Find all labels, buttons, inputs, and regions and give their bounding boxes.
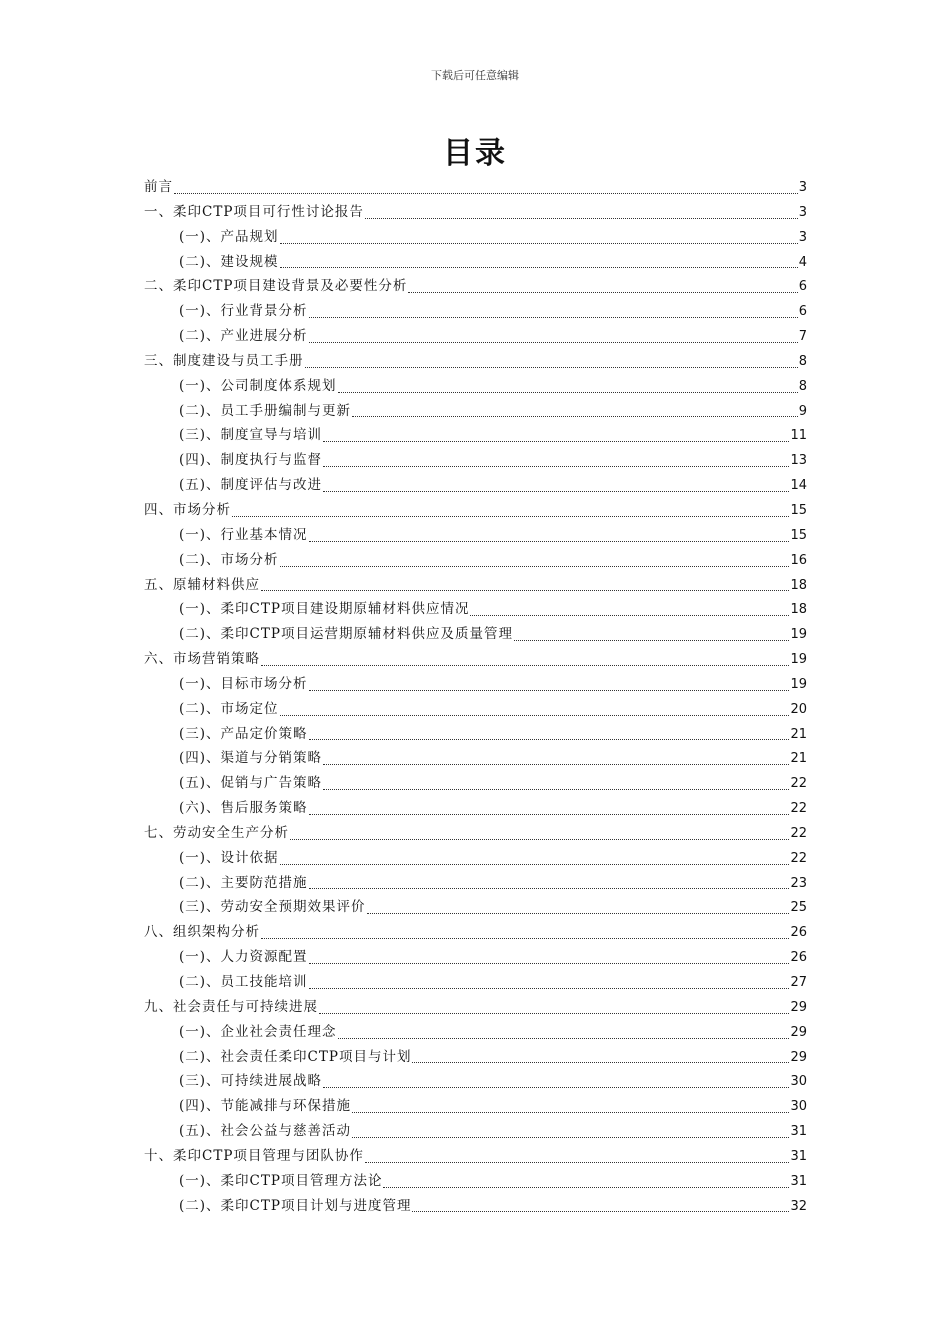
toc-leader-dots xyxy=(309,719,790,740)
toc-page-number: 15 xyxy=(790,527,807,543)
toc-leader-dots xyxy=(338,1018,790,1039)
toc-leader-dots xyxy=(323,744,789,765)
toc-page-number: 6 xyxy=(798,304,807,320)
toc-entry-text: (一)、产品规划 xyxy=(179,228,279,245)
toc-entry[interactable] xyxy=(144,1020,807,1045)
toc-entry[interactable] xyxy=(144,399,807,424)
toc-entry[interactable] xyxy=(144,1169,807,1194)
toc-page-number: 15 xyxy=(790,502,807,518)
toc-entry[interactable] xyxy=(144,374,807,399)
toc-leader-dots xyxy=(323,769,789,790)
toc-entry-text: (二)、市场分析 xyxy=(179,551,279,568)
toc-leader-dots xyxy=(309,297,798,318)
toc-entry-text: (一)、行业背景分析 xyxy=(179,303,308,320)
toc-entry[interactable] xyxy=(144,647,807,672)
toc-entry-text: 七、劳动安全生产分析 xyxy=(144,824,289,841)
toc-leader-dots xyxy=(309,322,798,343)
toc-leader-dots xyxy=(408,272,797,293)
toc-page-number: 29 xyxy=(790,1049,807,1065)
toc-leader-dots xyxy=(383,1167,789,1188)
toc-leader-dots xyxy=(323,1067,789,1088)
toc-entry[interactable] xyxy=(144,995,807,1020)
toc-page-number: 16 xyxy=(790,552,807,568)
toc-page-number: 19 xyxy=(790,627,807,643)
toc-entry[interactable] xyxy=(144,523,807,548)
toc-entry[interactable] xyxy=(144,1144,807,1169)
toc-leader-dots xyxy=(365,198,798,219)
toc-leader-dots xyxy=(309,670,790,691)
toc-leader-dots xyxy=(352,396,798,417)
toc-entry-text: (二)、柔印CTP项目计划与进度管理 xyxy=(179,1197,412,1214)
toc-leader-dots xyxy=(309,521,790,542)
toc-page-number: 9 xyxy=(798,403,807,419)
toc-entry[interactable] xyxy=(144,274,807,299)
toc-page-number: 8 xyxy=(798,378,807,394)
toc-entry-text: (二)、柔印CTP项目运营期原辅材料供应及质量管理 xyxy=(179,626,513,643)
toc-page-number: 30 xyxy=(790,1099,807,1115)
toc-page-number: 8 xyxy=(798,353,807,369)
toc-leader-dots xyxy=(365,1142,790,1163)
toc-entry[interactable] xyxy=(144,1069,807,1094)
toc-page-number: 6 xyxy=(798,279,807,295)
toc-leader-dots xyxy=(280,844,790,865)
toc-entry-text: (四)、节能减排与环保措施 xyxy=(179,1098,352,1115)
toc-entry[interactable] xyxy=(144,821,807,846)
toc-entry[interactable] xyxy=(144,597,807,622)
toc-leader-dots xyxy=(338,372,798,393)
toc-entry[interactable] xyxy=(144,622,807,647)
toc-entry-text: 九、社会责任与可持续进展 xyxy=(144,998,318,1015)
toc-leader-dots xyxy=(309,943,790,964)
toc-entry-text: (一)、设计依据 xyxy=(179,849,279,866)
toc-leader-dots xyxy=(309,868,790,889)
page-header: 下载后可任意编辑 xyxy=(431,69,519,82)
toc-entry[interactable] xyxy=(144,1194,807,1219)
toc-entry-text: (二)、员工手册编制与更新 xyxy=(179,402,352,419)
toc-entry-text: 十、柔印CTP项目管理与团队协作 xyxy=(144,1147,364,1164)
toc-page-number: 30 xyxy=(790,1074,807,1090)
toc-entry[interactable] xyxy=(144,895,807,920)
toc-entry-text: (二)、主要防范措施 xyxy=(179,874,308,891)
toc-entry-text: 二、柔印CTP项目建设背景及必要性分析 xyxy=(144,278,408,295)
toc-page-number: 21 xyxy=(790,726,807,742)
toc-page-number: 11 xyxy=(790,428,807,444)
toc-page-number: 32 xyxy=(790,1198,807,1214)
toc-leader-dots xyxy=(280,247,798,268)
toc-entry-text: 三、制度建设与员工手册 xyxy=(144,352,304,369)
toc-leader-dots xyxy=(470,595,789,616)
toc-leader-dots xyxy=(352,1117,789,1138)
toc-leader-dots xyxy=(280,546,790,567)
toc-leader-dots xyxy=(261,570,789,591)
toc-entry[interactable] xyxy=(144,175,807,200)
toc-entry[interactable] xyxy=(144,697,807,722)
toc-page-number: 18 xyxy=(790,577,807,593)
toc-leader-dots xyxy=(323,446,789,467)
toc-page-number: 3 xyxy=(798,204,807,220)
toc-entry[interactable] xyxy=(144,1119,807,1144)
toc-leader-dots xyxy=(232,496,789,517)
toc-page-number: 22 xyxy=(790,850,807,866)
toc-entry-text: (二)、市场定位 xyxy=(179,700,279,717)
toc-entry-text: (四)、渠道与分销策略 xyxy=(179,750,323,767)
toc-entry[interactable] xyxy=(144,498,807,523)
toc-entry[interactable] xyxy=(144,846,807,871)
toc-page-number: 31 xyxy=(790,1124,807,1140)
toc-leader-dots xyxy=(290,819,789,840)
toc-entry[interactable] xyxy=(144,299,807,324)
toc-entry-text: (五)、社会公益与慈善活动 xyxy=(179,1123,352,1140)
table-of-contents xyxy=(144,175,807,1218)
toc-entry-text: (五)、促销与广告策略 xyxy=(179,775,323,792)
toc-page-number: 25 xyxy=(790,900,807,916)
toc-leader-dots xyxy=(323,421,789,442)
toc-leader-dots xyxy=(309,968,790,989)
toc-entry-text: 一、柔印CTP项目可行性讨论报告 xyxy=(144,203,364,220)
toc-leader-dots xyxy=(261,645,789,666)
toc-leader-dots xyxy=(412,1042,789,1063)
toc-leader-dots xyxy=(514,620,790,641)
toc-page-number: 18 xyxy=(790,602,807,618)
toc-entry-text: (三)、劳动安全预期效果评价 xyxy=(179,899,366,916)
toc-leader-dots xyxy=(174,173,798,194)
toc-page-number: 27 xyxy=(790,975,807,990)
toc-entry-text: (六)、售后服务策略 xyxy=(179,800,308,817)
toc-entry[interactable] xyxy=(144,771,807,796)
toc-page-number: 14 xyxy=(790,478,807,494)
toc-page-number: 4 xyxy=(798,254,807,270)
toc-entry[interactable] xyxy=(144,324,807,349)
toc-entry[interactable] xyxy=(144,349,807,374)
toc-leader-dots xyxy=(305,347,798,368)
toc-entry-text: 六、市场营销策略 xyxy=(144,651,260,668)
toc-entry[interactable] xyxy=(144,448,807,473)
toc-entry-text: (二)、建设规模 xyxy=(179,253,279,270)
toc-page-number: 13 xyxy=(790,453,807,469)
toc-entry[interactable] xyxy=(144,1045,807,1070)
toc-page-number: 3 xyxy=(798,180,807,195)
toc-entry-text: (五)、制度评估与改进 xyxy=(179,477,323,494)
toc-leader-dots xyxy=(280,223,798,244)
toc-leader-dots xyxy=(261,918,789,939)
toc-page-number: 26 xyxy=(790,950,807,966)
toc-entry-text: (一)、目标市场分析 xyxy=(179,675,308,692)
toc-entry-text: (二)、社会责任柔印CTP项目与计划 xyxy=(179,1048,412,1065)
toc-leader-dots xyxy=(309,794,790,815)
toc-page-number: 7 xyxy=(798,329,807,345)
toc-entry-text: (三)、制度宣导与培训 xyxy=(179,427,323,444)
toc-entry-text: (一)、企业社会责任理念 xyxy=(179,1023,337,1040)
toc-entry-text: (三)、可持续进展战略 xyxy=(179,1073,323,1090)
toc-entry[interactable] xyxy=(144,423,807,448)
toc-entry-text: (一)、公司制度体系规划 xyxy=(179,377,337,394)
toc-page-number: 29 xyxy=(790,1024,807,1040)
toc-page-number: 21 xyxy=(790,751,807,767)
toc-entry[interactable] xyxy=(144,945,807,970)
toc-leader-dots xyxy=(412,1191,789,1212)
toc-entry-text: (二)、产业进展分析 xyxy=(179,328,308,345)
toc-page-number: 26 xyxy=(790,925,807,941)
toc-page-number: 22 xyxy=(790,776,807,792)
toc-entry-text: (二)、员工技能培训 xyxy=(179,974,308,990)
toc-entry-text: (一)、行业基本情况 xyxy=(179,526,308,543)
toc-entry-text: (一)、柔印CTP项目建设期原辅材料供应情况 xyxy=(179,601,470,618)
toc-entry-text: (三)、产品定价策略 xyxy=(179,725,308,742)
toc-leader-dots xyxy=(367,893,790,914)
toc-page-number: 19 xyxy=(790,652,807,668)
toc-entry-text: 八、组织架构分析 xyxy=(144,924,260,941)
toc-page-number: 29 xyxy=(790,999,807,1015)
toc-entry[interactable] xyxy=(144,200,807,225)
toc-page-number: 19 xyxy=(790,676,807,692)
toc-page-number: 20 xyxy=(790,701,807,717)
toc-leader-dots xyxy=(352,1092,789,1113)
toc-entry-text: (四)、制度执行与监督 xyxy=(179,452,323,469)
toc-leader-dots xyxy=(280,695,790,716)
toc-page-number: 31 xyxy=(790,1148,807,1164)
toc-entry[interactable] xyxy=(144,796,807,821)
toc-page-number: 22 xyxy=(790,825,807,841)
toc-entry[interactable] xyxy=(144,548,807,573)
toc-leader-dots xyxy=(319,993,789,1014)
toc-entry[interactable] xyxy=(144,920,807,945)
toc-entry-text: (一)、人力资源配置 xyxy=(179,949,308,966)
toc-entry-text: 五、原辅材料供应 xyxy=(144,576,260,593)
toc-entry-text: 四、市场分析 xyxy=(144,501,231,518)
toc-entry[interactable] xyxy=(144,871,807,896)
toc-page-number: 22 xyxy=(790,801,807,817)
toc-page-number: 3 xyxy=(798,229,807,245)
toc-entry[interactable] xyxy=(144,1094,807,1119)
page-title: 目录 xyxy=(443,136,507,171)
toc-page-number: 23 xyxy=(790,875,807,891)
toc-entry[interactable] xyxy=(144,250,807,275)
toc-entry-text: (一)、柔印CTP项目管理方法论 xyxy=(179,1172,383,1189)
toc-entry[interactable] xyxy=(144,573,807,598)
toc-entry[interactable] xyxy=(144,746,807,771)
toc-entry[interactable] xyxy=(144,473,807,498)
toc-entry[interactable] xyxy=(144,672,807,697)
toc-entry[interactable] xyxy=(144,970,807,995)
toc-entry[interactable] xyxy=(144,722,807,747)
toc-page-number: 31 xyxy=(790,1173,807,1189)
toc-entry-text: 前言 xyxy=(144,179,173,195)
toc-entry[interactable] xyxy=(144,225,807,250)
toc-leader-dots xyxy=(323,471,789,492)
